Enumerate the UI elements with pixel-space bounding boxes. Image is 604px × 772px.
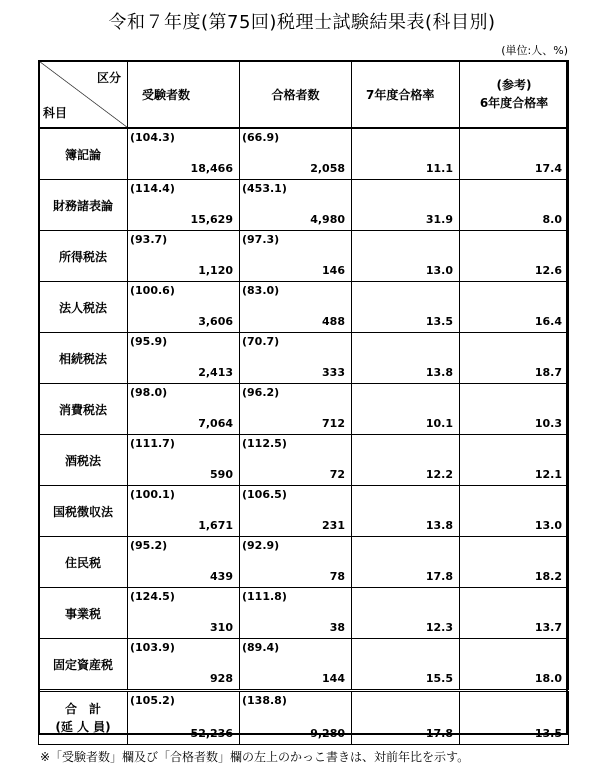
table-row [39, 384, 569, 435]
pass-rate-cell [352, 537, 460, 588]
applicants-count: 18,466 [190, 162, 233, 175]
passers-count: 78 [329, 570, 345, 583]
header-prev-rate-label: 6年度合格率 [479, 96, 549, 110]
passers-cell [240, 486, 352, 537]
passers-cell [240, 384, 352, 435]
total-label-cell [39, 691, 128, 745]
table-row [39, 486, 569, 537]
passers-count: 231 [322, 519, 345, 532]
total-rate: 17.8 [425, 727, 453, 740]
applicants-count: 15,629 [190, 213, 233, 226]
passers-cell [240, 435, 352, 486]
applicants-cell [128, 486, 240, 537]
total-passers-ratio: (138.8) [242, 694, 287, 707]
applicants-count: 590 [210, 468, 233, 481]
pass-rate: 13.8 [425, 366, 453, 379]
prev-pass-rate: 16.4 [534, 315, 562, 328]
applicants-ratio: (111.7) [130, 437, 175, 450]
prev-pass-rate-cell [460, 537, 569, 588]
passers-cell [240, 282, 352, 333]
passers-cell [240, 180, 352, 231]
applicants-cell [128, 282, 240, 333]
applicants-ratio: (104.3) [130, 131, 175, 144]
pass-rate: 12.2 [425, 468, 453, 481]
subject-name: 住民税 [39, 537, 128, 588]
prev-pass-rate-cell [460, 435, 569, 486]
subject-name: 固定資産税 [39, 639, 128, 691]
subject-name: 酒税法 [39, 435, 128, 486]
applicants-count: 928 [210, 672, 233, 685]
prev-pass-rate: 17.4 [534, 162, 562, 175]
applicants-cell [128, 588, 240, 639]
total-label: 合 計 [64, 702, 101, 716]
applicants-ratio: (95.9) [130, 335, 168, 348]
passers-count: 38 [329, 621, 345, 634]
table-row [39, 128, 569, 180]
pass-rate-cell [352, 333, 460, 384]
applicants-count: 7,064 [198, 417, 233, 430]
prev-pass-rate: 13.0 [534, 519, 562, 532]
pass-rate-cell [352, 128, 460, 180]
passers-cell [240, 333, 352, 384]
applicants-cell [128, 333, 240, 384]
header-pass-rate: 7年度合格率 [352, 61, 460, 129]
total-passers: 9,280 [310, 727, 345, 740]
pass-rate-cell [352, 180, 460, 231]
table-row [39, 639, 569, 691]
total-prev-rate-cell [460, 691, 569, 745]
table-header-row [39, 61, 569, 129]
pass-rate: 17.8 [425, 570, 453, 583]
passers-count: 712 [322, 417, 345, 430]
passers-cell [240, 128, 352, 180]
table-row [39, 231, 569, 282]
passers-count: 144 [322, 672, 345, 685]
applicants-cell [128, 384, 240, 435]
applicants-ratio: (114.4) [130, 182, 175, 195]
applicants-ratio: (100.6) [130, 284, 175, 297]
passers-ratio: (112.5) [242, 437, 287, 450]
passers-ratio: (66.9) [242, 131, 280, 144]
applicants-count: 1,120 [198, 264, 233, 277]
pass-rate-cell [352, 588, 460, 639]
pass-rate-cell [352, 639, 460, 691]
pass-rate: 11.1 [425, 162, 453, 175]
prev-pass-rate-cell [460, 231, 569, 282]
prev-pass-rate: 12.1 [534, 468, 562, 481]
prev-pass-rate-cell [460, 333, 569, 384]
pass-rate: 12.3 [425, 621, 453, 634]
prev-pass-rate: 10.3 [534, 417, 562, 430]
pass-rate-cell [352, 231, 460, 282]
passers-ratio: (111.8) [242, 590, 287, 603]
applicants-cell [128, 180, 240, 231]
passers-count: 146 [322, 264, 345, 277]
pass-rate-cell [352, 384, 460, 435]
applicants-count: 439 [210, 570, 233, 583]
pass-rate: 13.8 [425, 519, 453, 532]
prev-pass-rate: 18.0 [534, 672, 562, 685]
subject-name: 相続税法 [39, 333, 128, 384]
passers-count: 2,058 [310, 162, 345, 175]
total-row [39, 691, 569, 745]
applicants-count: 3,606 [198, 315, 233, 328]
passers-ratio: (92.9) [242, 539, 280, 552]
passers-cell [240, 231, 352, 282]
applicants-cell [128, 128, 240, 180]
passers-ratio: (70.7) [242, 335, 280, 348]
applicants-ratio: (98.0) [130, 386, 168, 399]
subject-name: 財務諸表論 [39, 180, 128, 231]
prev-pass-rate-cell [460, 639, 569, 691]
total-applicants-ratio: (105.2) [130, 694, 175, 707]
pass-rate: 13.0 [425, 264, 453, 277]
passers-ratio: (96.2) [242, 386, 280, 399]
applicants-ratio: (95.2) [130, 539, 168, 552]
subject-name: 簿記論 [39, 128, 128, 180]
total-prev-rate: 13.5 [534, 727, 562, 740]
prev-pass-rate: 12.6 [534, 264, 562, 277]
pass-rate-cell [352, 435, 460, 486]
page-title: 令和７年度(第75回)税理士試験結果表(科目別) [108, 12, 496, 33]
applicants-cell [128, 231, 240, 282]
header-prev-pass-rate [460, 61, 569, 129]
passers-ratio: (106.5) [242, 488, 287, 501]
header-applicants: 受験者数 [128, 61, 240, 129]
subject-name: 法人税法 [39, 282, 128, 333]
passers-ratio: (89.4) [242, 641, 280, 654]
passers-ratio: (453.1) [242, 182, 287, 195]
applicants-ratio: (124.5) [130, 590, 175, 603]
prev-pass-rate-cell [460, 588, 569, 639]
prev-pass-rate-cell [460, 486, 569, 537]
passers-count: 333 [322, 366, 345, 379]
header-prev-rate-ref: (参考) [496, 78, 532, 92]
subject-name: 事業税 [39, 588, 128, 639]
table-row [39, 333, 569, 384]
subject-name: 国税徴収法 [39, 486, 128, 537]
passers-count: 488 [322, 315, 345, 328]
passers-count: 72 [329, 468, 345, 481]
table-row [39, 588, 569, 639]
prev-pass-rate-cell [460, 384, 569, 435]
applicants-count: 310 [210, 621, 233, 634]
prev-pass-rate: 13.7 [534, 621, 562, 634]
passers-ratio: (83.0) [242, 284, 280, 297]
subject-name: 所得税法 [39, 231, 128, 282]
total-applicants-cell [128, 691, 240, 745]
footnote: ※「受験者数」欄及び「合格者数」欄の左上のかっこ書きは、対前年比を示す。 [40, 750, 470, 764]
table-row [39, 282, 569, 333]
applicants-ratio: (93.7) [130, 233, 168, 246]
pass-rate-cell [352, 282, 460, 333]
applicants-count: 1,671 [198, 519, 233, 532]
applicants-cell [128, 537, 240, 588]
applicants-ratio: (100.1) [130, 488, 175, 501]
subject-name: 消費税法 [39, 384, 128, 435]
passers-count: 4,980 [310, 213, 345, 226]
prev-pass-rate: 18.7 [534, 366, 562, 379]
applicants-cell [128, 435, 240, 486]
total-rate-cell [352, 691, 460, 745]
passers-cell [240, 588, 352, 639]
applicants-cell [128, 639, 240, 691]
table-row [39, 180, 569, 231]
pass-rate-cell [352, 486, 460, 537]
prev-pass-rate: 8.0 [542, 213, 562, 226]
corner-label-subject: 科目 [43, 106, 68, 120]
pass-rate: 10.1 [425, 417, 453, 430]
total-passers-cell [240, 691, 352, 745]
corner-label-category: 区分 [96, 71, 121, 85]
prev-pass-rate: 18.2 [534, 570, 562, 583]
passers-cell [240, 537, 352, 588]
prev-pass-rate-cell [460, 282, 569, 333]
table-row [39, 435, 569, 486]
pass-rate: 15.5 [425, 672, 453, 685]
prev-pass-rate-cell [460, 180, 569, 231]
table-row [39, 537, 569, 588]
total-applicants: 52,236 [190, 727, 233, 740]
passers-ratio: (97.3) [242, 233, 280, 246]
unit-label: (単位:人、%) [501, 44, 568, 57]
pass-rate: 13.5 [425, 315, 453, 328]
applicants-ratio: (103.9) [130, 641, 175, 654]
total-label-sub: (延 人 員) [55, 720, 111, 734]
results-table [38, 60, 569, 745]
pass-rate: 31.9 [425, 213, 453, 226]
header-passers: 合格者数 [240, 61, 352, 129]
prev-pass-rate-cell [460, 128, 569, 180]
applicants-count: 2,413 [198, 366, 233, 379]
corner-header-cell [39, 61, 128, 129]
passers-cell [240, 639, 352, 691]
